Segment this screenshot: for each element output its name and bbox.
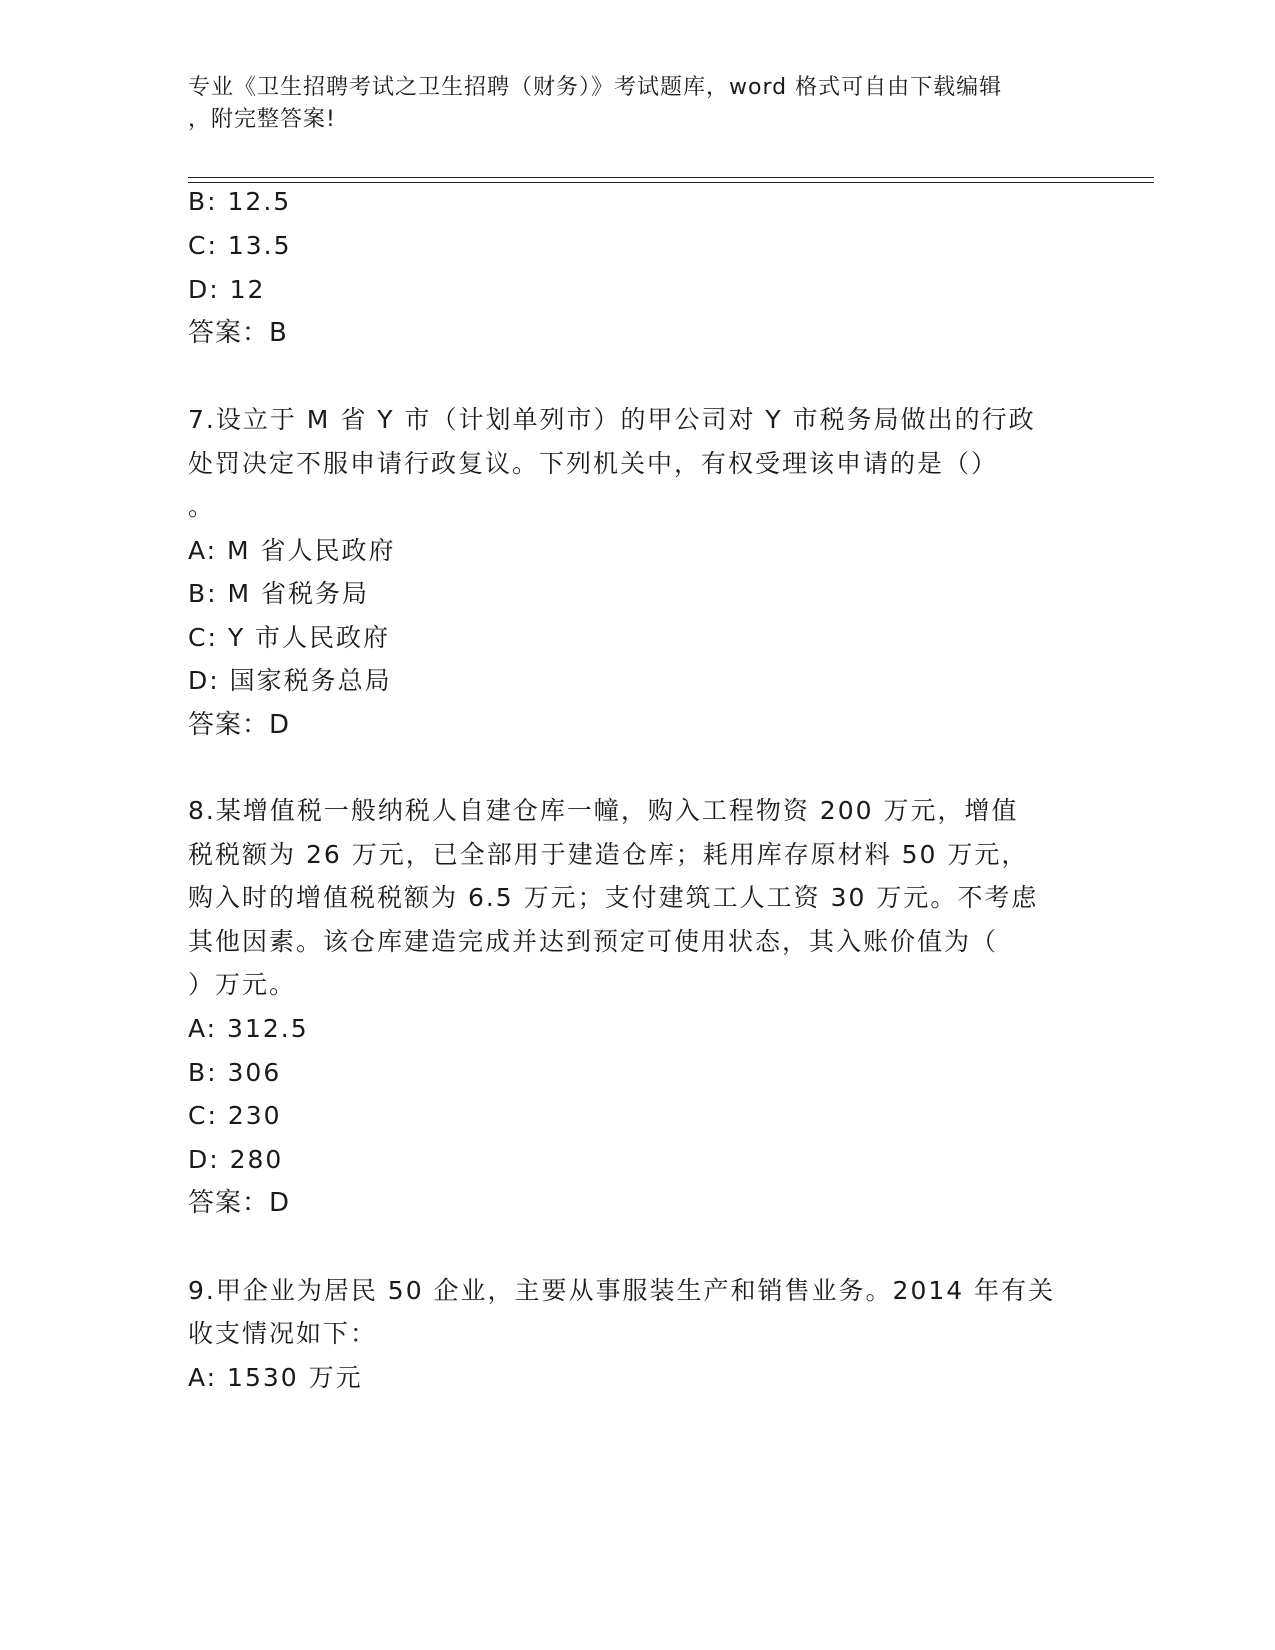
q7-option-d: D: 国家税务总局 <box>188 666 392 695</box>
q6-option-d: D: 12 <box>188 275 266 304</box>
q6-answer: 答案：B <box>188 318 288 348</box>
q9-stem-line-1: 9.甲企业为居民 50 企业，主要从事服装生产和销售业务。2014 年有关 <box>188 1276 1056 1305</box>
q7-option-a: A: M 省人民政府 <box>188 536 396 565</box>
q9-option-a: A: 1530 万元 <box>188 1363 363 1392</box>
q8-option-d: D: 280 <box>188 1145 284 1174</box>
header-title-line-2: ，附完整答案! <box>188 107 336 132</box>
q7-option-c: C: Y 市人民政府 <box>188 623 391 652</box>
q7-stem-line-1: 7.设立于 M 省 Y 市（计划单列市）的甲公司对 Y 市税务局做出的行政 <box>188 405 1036 434</box>
q8-stem-line-1: 8.某增值税一般纳税人自建仓库一幢，购入工程物资 200 万元，增值 <box>188 796 1019 825</box>
q7-stem-line-2: 处罚决定不服申请行政复议。下列机关中，有权受理该申请的是（） <box>188 449 999 478</box>
q6-option-b: B: 12.5 <box>188 187 292 216</box>
q7-answer: 答案：D <box>188 710 291 740</box>
q8-option-c: C: 230 <box>188 1101 282 1130</box>
q7-stem-line-3: 。 <box>188 492 216 521</box>
q8-option-a: A: 312.5 <box>188 1014 309 1043</box>
q8-stem-line-3: 购入时的增值税税额为 6.5 万元；支付建筑工人工资 30 万元。不考虑 <box>188 883 1039 912</box>
header-divider-bottom <box>188 182 1154 183</box>
header-title-line-1: 专业《卫生招聘考试之卫生招聘（财务）》考试题库，word 格式可自由下载编辑 <box>188 75 1003 100</box>
header-divider-top <box>188 177 1154 178</box>
q8-stem-line-4: 其他因素。该仓库建造完成并达到预定可使用状态，其入账价值为（ <box>188 927 999 956</box>
document-header <box>188 72 1068 136</box>
q6-option-c: C: 13.5 <box>188 231 292 260</box>
q8-option-b: B: 306 <box>188 1058 282 1087</box>
q7-option-b: B: M 省税务局 <box>188 579 370 608</box>
q9-stem-line-2: 收支情况如下： <box>188 1319 378 1348</box>
q8-stem-line-2: 税税额为 26 万元，已全部用于建造仓库；耗用库存原材料 50 万元， <box>188 840 1029 869</box>
q8-stem-line-5: ）万元。 <box>188 970 297 999</box>
q8-answer: 答案：D <box>188 1188 291 1218</box>
